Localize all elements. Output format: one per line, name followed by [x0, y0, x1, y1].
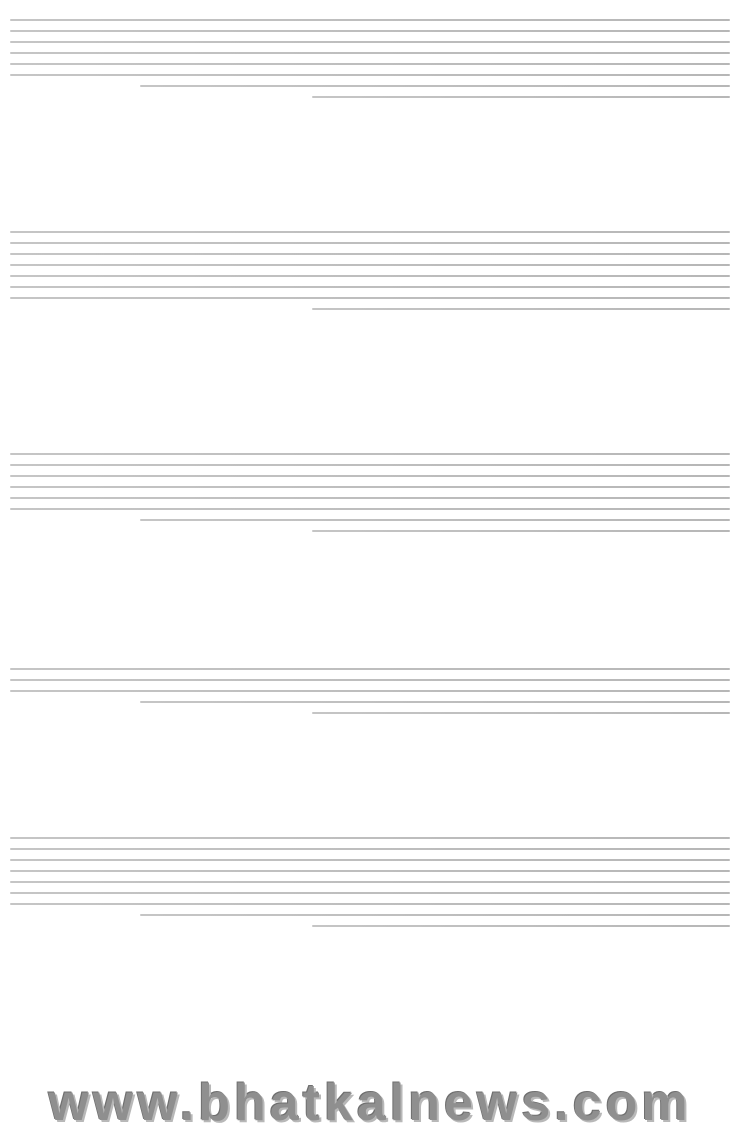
article-2 [10, 222, 730, 432]
article-4-body [10, 659, 730, 723]
article-1 [10, 10, 730, 212]
article-4 [10, 659, 730, 814]
watermark-area [0, 1073, 740, 1133]
article-5 [10, 828, 730, 1083]
site-watermark: www.bhatkalnews.com [48, 1074, 692, 1132]
article-1-body [10, 10, 730, 107]
article-5-body [10, 828, 730, 936]
article-3 [10, 444, 730, 649]
article-3-body [10, 444, 730, 541]
article-2-body [10, 222, 730, 319]
